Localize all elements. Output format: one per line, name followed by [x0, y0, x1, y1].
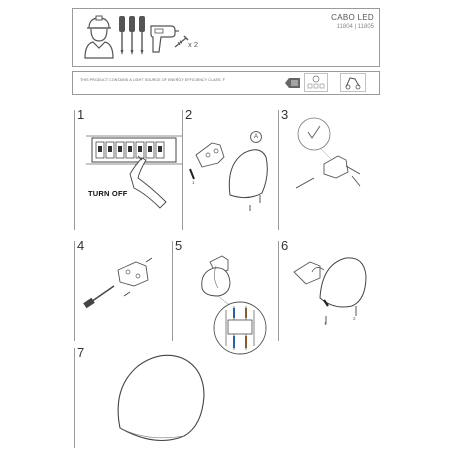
screwdriver-icon: [138, 16, 146, 56]
step-2-illustration: [188, 135, 278, 215]
step-1-divider: [74, 110, 75, 230]
step-3-number: 3: [281, 107, 289, 122]
light-source-info-icon: [304, 73, 328, 92]
worker-icon: [84, 14, 114, 60]
energy-label-icon: [285, 76, 301, 90]
step-7-divider: [74, 348, 75, 448]
screw-icon: [174, 36, 188, 48]
screwdriver-cross-icon: [128, 16, 136, 56]
step-7-number: 7: [77, 345, 85, 360]
product-codes: 11804 | 11805: [336, 24, 374, 30]
screw-count: x 2: [188, 40, 199, 49]
step-2-number: 2: [185, 107, 193, 122]
step-5-number: 5: [175, 238, 183, 253]
screwdriver-flat-icon: [118, 16, 126, 56]
step-6-label-1: 1: [324, 321, 327, 326]
step-4-divider: [74, 241, 75, 341]
step-2-divider: [182, 110, 183, 230]
step-5-divider: [172, 241, 173, 341]
step-4-number: 4: [77, 238, 85, 253]
step-6-label-2: 2: [353, 316, 356, 321]
energy-notice-text: THIS PRODUCT CONTAINS A LIGHT SOURCE OF ENERGY EFFICIENCY CLASS: F: [80, 78, 226, 82]
turn-off-label: TURN OFF: [88, 189, 128, 198]
step-7-illustration: [108, 352, 208, 448]
step-5-illustration: [196, 248, 276, 356]
step-3-divider: [278, 110, 279, 230]
step-6-divider: [278, 241, 279, 341]
step-6-number: 6: [281, 238, 289, 253]
energy-notice-box: [72, 71, 380, 95]
breaker-panel-illustration: [86, 130, 182, 212]
step-2-badge: A: [250, 131, 262, 143]
step-1-number: 1: [77, 107, 85, 122]
step-6-illustration: [290, 248, 370, 340]
recycling-icon: [340, 73, 366, 92]
product-name: CABO LED: [331, 13, 374, 22]
step-2-screw-label: 1: [192, 180, 195, 185]
step-3-illustration: [290, 116, 370, 210]
step-4-illustration: [84, 256, 174, 314]
